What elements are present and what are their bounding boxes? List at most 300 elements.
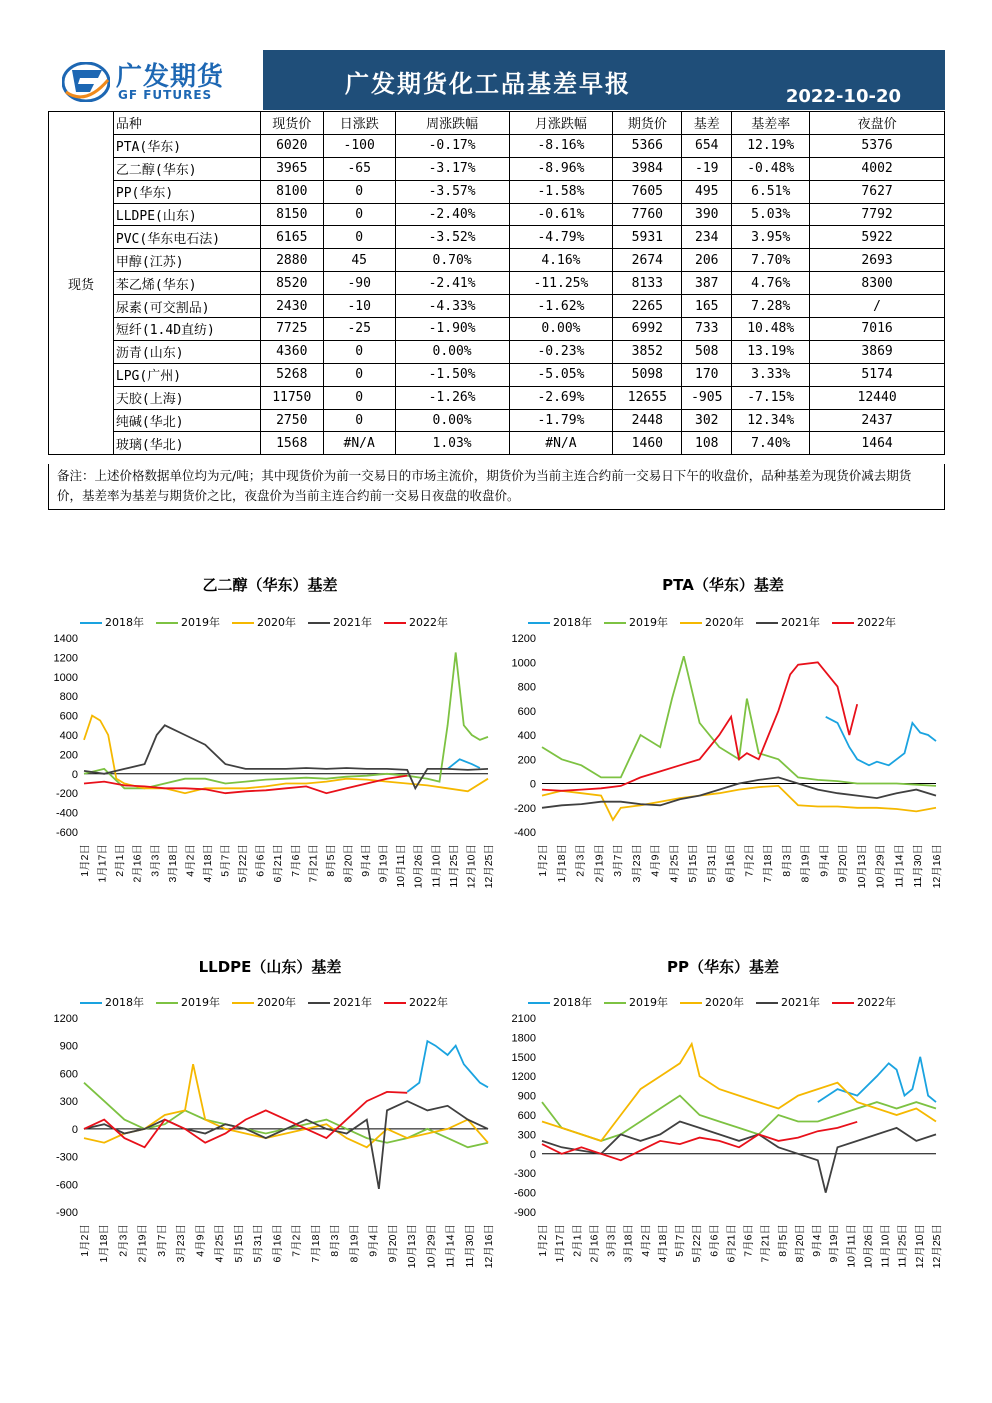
x-tick-label: 9月4日 (367, 1224, 380, 1257)
table-row (49, 409, 945, 432)
product-name-cell: 纯碱(华北) (113, 409, 260, 432)
legend-item (80, 994, 144, 1010)
legend-swatch (232, 1002, 254, 1004)
value-cell: #N/A (323, 432, 395, 455)
x-tick-label: 12月16日 (931, 844, 943, 889)
value-cell: 4002 (810, 157, 945, 180)
legend-swatch (156, 622, 178, 624)
column-header: 日涨跌 (323, 112, 395, 135)
product-name-cell: LLDPE(山东) (113, 203, 260, 226)
value-cell: 3869 (810, 340, 945, 363)
value-cell: 2437 (810, 409, 945, 432)
x-tick-label: 11月14日 (444, 1224, 457, 1268)
value-cell: 3.95% (732, 226, 810, 249)
legend-label: 2022年 (857, 616, 896, 629)
value-cell: -8.16% (509, 134, 613, 157)
chart-pp-basis (498, 960, 948, 1300)
value-cell: -0.23% (509, 340, 613, 363)
product-name-cell: PP(华东) (113, 180, 260, 203)
value-cell: -4.33% (395, 295, 509, 318)
value-cell: 1464 (810, 432, 945, 455)
x-tick-label: 6月6日 (708, 1224, 721, 1257)
legend-label: 2019年 (629, 616, 668, 629)
legend-swatch (308, 622, 330, 624)
value-cell: 6992 (613, 318, 682, 341)
report-title: 广发期货化工品基差早报 (345, 70, 631, 98)
legend-label: 2020年 (257, 996, 296, 1009)
chart-legend (80, 994, 460, 1010)
x-tick-label: 5月7日 (219, 844, 232, 877)
y-tick-label: -300 (513, 1168, 536, 1181)
x-tick-label: 2月1日 (114, 844, 127, 877)
y-tick-label: 1200 (53, 1013, 78, 1025)
value-cell: 7.28% (732, 295, 810, 318)
x-tick-label: 3月3日 (605, 1224, 618, 1257)
y-tick-label: -300 (55, 1151, 78, 1164)
value-cell: -2.41% (395, 272, 509, 295)
value-cell: 7627 (810, 180, 945, 203)
x-tick-label: 4月9日 (194, 1224, 207, 1257)
value-cell: 13.19% (732, 340, 810, 363)
y-tick-label: 1200 (511, 1071, 536, 1084)
value-cell: 0.00% (395, 340, 509, 363)
value-cell: 7016 (810, 318, 945, 341)
legend-swatch (756, 622, 778, 624)
x-tick-label: 10月29日 (874, 844, 887, 889)
x-tick-label: 3月23日 (630, 844, 643, 883)
y-tick-label: 1800 (511, 1032, 536, 1045)
y-tick-label: 0 (71, 768, 78, 781)
chart-plot (498, 1012, 948, 1300)
table-header-row (49, 112, 945, 135)
legend-item (308, 994, 372, 1010)
value-cell: 3965 (260, 157, 323, 180)
y-tick-label: 600 (517, 705, 536, 718)
value-cell: -8.96% (509, 157, 613, 180)
legend-label: 2020年 (705, 996, 744, 1009)
value-cell: -90 (323, 272, 395, 295)
x-tick-label: 6月16日 (271, 1224, 284, 1263)
x-tick-label: 8月19日 (799, 844, 812, 883)
value-cell: 0 (323, 226, 395, 249)
series-line-2019年 (84, 1083, 488, 1148)
legend-item (384, 994, 448, 1010)
x-tick-label: 7月18日 (762, 844, 775, 883)
legend-label: 2018年 (105, 996, 144, 1009)
x-tick-label: 1月18日 (98, 1224, 111, 1263)
value-cell: 390 (682, 203, 732, 226)
value-cell: 0.00% (509, 318, 613, 341)
y-tick-label: -200 (55, 788, 78, 801)
x-tick-label: 6月21日 (725, 1224, 738, 1263)
x-tick-label: 12月10日 (913, 1224, 926, 1269)
legend-item (832, 614, 896, 630)
legend-swatch (232, 622, 254, 624)
legend-label: 2019年 (181, 616, 220, 629)
x-tick-label: 5月22日 (691, 1224, 704, 1263)
legend-item (156, 614, 220, 630)
series-line-2018年 (818, 1057, 936, 1102)
series-line-2018年 (826, 717, 936, 766)
value-cell: -2.40% (395, 203, 509, 226)
value-cell: 165 (682, 295, 732, 318)
x-tick-label: 7月6日 (742, 1224, 755, 1257)
legend-swatch (604, 1002, 626, 1004)
logo-en-text: GF FUTURES (118, 88, 213, 102)
legend-swatch (680, 1002, 702, 1004)
series-line-2019年 (542, 656, 936, 786)
value-cell: 302 (682, 409, 732, 432)
value-cell: -7.15% (732, 386, 810, 409)
value-cell: 7792 (810, 203, 945, 226)
x-tick-label: 10月13日 (855, 844, 868, 889)
value-cell: -10 (323, 295, 395, 318)
value-cell: 6020 (260, 134, 323, 157)
value-cell: 4.76% (732, 272, 810, 295)
legend-label: 2018年 (553, 616, 592, 629)
legend-swatch (832, 622, 854, 624)
table-row (49, 340, 945, 363)
y-tick-label: 600 (517, 1110, 536, 1122)
x-tick-label: 9月4日 (360, 844, 373, 877)
series-line-2020年 (84, 1064, 488, 1147)
table-row (49, 386, 945, 409)
legend-label: 2018年 (553, 996, 592, 1009)
x-tick-label: 5月31日 (705, 844, 718, 883)
value-cell: 4.16% (509, 249, 613, 272)
x-tick-label: 7月6日 (289, 844, 302, 877)
x-tick-label: 7月21日 (759, 1224, 772, 1263)
value-cell: 1568 (260, 432, 323, 455)
value-cell: 2430 (260, 295, 323, 318)
y-tick-label: 800 (517, 681, 536, 694)
product-name-cell: 尿素(可交割品) (113, 295, 260, 318)
legend-label: 2022年 (409, 996, 448, 1009)
x-tick-label: 10月26日 (412, 844, 425, 889)
column-header: 现货价 (260, 112, 323, 135)
x-tick-label: 1月18日 (555, 844, 568, 883)
chart-pta-basis (498, 570, 948, 910)
legend-item (680, 614, 744, 630)
legend-swatch (156, 1002, 178, 1004)
value-cell: 0 (323, 203, 395, 226)
chart-lldpe-basis (40, 960, 500, 1300)
value-cell: 1.03% (395, 432, 509, 455)
chart-title: PP（华东）基差 (667, 958, 779, 976)
column-header: 夜盘价 (810, 112, 945, 135)
x-tick-label: 3月18日 (166, 844, 179, 883)
value-cell: 7760 (613, 203, 682, 226)
value-cell: 7.40% (732, 432, 810, 455)
x-tick-label: 10月29日 (425, 1224, 438, 1269)
legend-label: 2018年 (105, 616, 144, 629)
y-tick-label: 300 (517, 1129, 536, 1142)
value-cell: 8100 (260, 180, 323, 203)
series-line-2021年 (542, 1122, 936, 1193)
product-name-cell: 沥青(山东) (113, 340, 260, 363)
x-tick-label: 1月2日 (537, 844, 549, 877)
value-cell: 5268 (260, 363, 323, 386)
value-cell: -1.26% (395, 386, 509, 409)
legend-item (156, 994, 220, 1010)
y-tick-label: 600 (59, 1068, 78, 1081)
x-tick-label: 9月19日 (377, 844, 390, 883)
y-tick-label: 1500 (511, 1051, 536, 1064)
legend-swatch (384, 1002, 406, 1004)
value-cell: 12.19% (732, 134, 810, 157)
chart-meg-basis (40, 570, 500, 910)
value-cell: -1.50% (395, 363, 509, 386)
table-row (49, 432, 945, 455)
x-tick-label: 10月13日 (406, 1224, 419, 1269)
x-tick-label: 2月16日 (131, 844, 144, 883)
value-cell: 2674 (613, 249, 682, 272)
x-tick-label: 11月14日 (893, 844, 906, 888)
y-tick-label: 400 (59, 730, 78, 742)
table-row (49, 295, 945, 318)
table-row (49, 272, 945, 295)
series-line-2019年 (84, 653, 488, 789)
x-tick-label: 1月17日 (96, 844, 109, 883)
value-cell: 387 (682, 272, 732, 295)
product-name-cell: PTA(华东) (113, 134, 260, 157)
x-tick-label: 2月16日 (588, 1224, 601, 1263)
x-tick-label: 5月22日 (237, 844, 250, 883)
y-tick-label: -400 (513, 827, 536, 839)
value-cell: 5.03% (732, 203, 810, 226)
legend-item (832, 994, 896, 1010)
value-cell: 12655 (613, 386, 682, 409)
legend-swatch (528, 1002, 550, 1004)
legend-label: 2021年 (333, 996, 372, 1009)
y-tick-label: 2100 (511, 1013, 536, 1025)
value-cell: 0 (323, 180, 395, 203)
product-name-cell: PVC(华东电石法) (113, 226, 260, 249)
x-tick-label: 7月2日 (743, 844, 756, 877)
value-cell: 10.48% (732, 318, 810, 341)
x-tick-label: 3月23日 (175, 1224, 188, 1263)
legend-swatch (80, 1002, 102, 1004)
value-cell: -0.61% (509, 203, 613, 226)
x-tick-label: 7月2日 (290, 1224, 303, 1257)
legend-item (528, 614, 592, 630)
x-tick-label: 11月10日 (879, 1224, 892, 1268)
column-header: 品种 (113, 112, 260, 135)
legend-label: 2021年 (781, 996, 820, 1009)
x-tick-label: 5月7日 (674, 1224, 687, 1257)
value-cell: 5931 (613, 226, 682, 249)
legend-item (232, 994, 296, 1010)
x-tick-label: 5月15日 (232, 1224, 245, 1263)
legend-label: 2021年 (781, 616, 820, 629)
value-cell: 206 (682, 249, 732, 272)
value-cell: -3.57% (395, 180, 509, 203)
x-tick-label: 3月7日 (612, 844, 625, 877)
y-tick-label: 900 (59, 1040, 78, 1053)
value-cell: -4.79% (509, 226, 613, 249)
x-tick-label: 4月25日 (668, 844, 681, 883)
x-tick-label: 10月11日 (395, 844, 408, 888)
value-cell: -2.69% (509, 386, 613, 409)
x-tick-label: 11月10日 (430, 844, 443, 888)
value-cell: 2750 (260, 409, 323, 432)
x-tick-label: 2月19日 (593, 844, 606, 883)
y-tick-label: 900 (517, 1090, 536, 1103)
value-cell: 654 (682, 134, 732, 157)
x-tick-label: 6月6日 (254, 844, 267, 877)
legend-swatch (384, 622, 406, 624)
value-cell: -1.58% (509, 180, 613, 203)
value-cell: 7.70% (732, 249, 810, 272)
table-row (49, 180, 945, 203)
x-tick-label: 6月16日 (724, 844, 737, 883)
x-tick-label: 8月20日 (342, 844, 355, 883)
value-cell: 8150 (260, 203, 323, 226)
value-cell: 5376 (810, 134, 945, 157)
y-tick-label: -900 (513, 1207, 536, 1219)
x-tick-label: 1月2日 (537, 1224, 549, 1257)
y-tick-label: 0 (529, 1148, 536, 1161)
x-tick-label: 3月18日 (622, 1224, 635, 1263)
series-line-2021年 (84, 1101, 488, 1189)
product-name-cell: 玻璃(华北) (113, 432, 260, 455)
value-cell: 12.34% (732, 409, 810, 432)
x-tick-label: 11月30日 (912, 844, 925, 888)
legend-item (756, 614, 820, 630)
title-bar (263, 50, 945, 110)
series-line-2018年 (407, 1041, 488, 1092)
chart-legend (528, 614, 908, 630)
legend-label: 2021年 (333, 616, 372, 629)
x-tick-label: 2月3日 (574, 844, 587, 877)
x-tick-label: 9月4日 (818, 844, 831, 877)
value-cell: -905 (682, 386, 732, 409)
value-cell: 7605 (613, 180, 682, 203)
column-header: 期货价 (613, 112, 682, 135)
y-tick-label: -200 (513, 802, 536, 815)
x-tick-label: 5月31日 (252, 1224, 265, 1263)
legend-swatch (528, 622, 550, 624)
value-cell: 45 (323, 249, 395, 272)
y-tick-label: -600 (55, 1179, 78, 1192)
x-tick-label: 6月21日 (272, 844, 285, 883)
value-cell: 5366 (613, 134, 682, 157)
value-cell: 5098 (613, 363, 682, 386)
legend-item (232, 614, 296, 630)
legend-label: 2020年 (705, 616, 744, 629)
column-header: 基差率 (732, 112, 810, 135)
x-tick-label: 8月3日 (329, 1224, 342, 1257)
value-cell: 7725 (260, 318, 323, 341)
table-note: 备注：上述价格数据单位均为元/吨；其中现货价为前一交易日的市场主流价，期货价为当前主连合约前一交易日下午的收盘价，品种基差为现货价减去期货价，基差率为基差与期货价之比，夜盘价为当前主连合约前一交易日夜盘的收盘价。 (48, 464, 945, 510)
value-cell: -5.05% (509, 363, 613, 386)
value-cell: 2265 (613, 295, 682, 318)
y-tick-label: 1000 (511, 657, 536, 670)
y-tick-label: 1400 (53, 633, 78, 645)
value-cell: 495 (682, 180, 732, 203)
x-tick-label: 4月25日 (213, 1224, 226, 1263)
y-tick-label: 400 (517, 730, 536, 742)
product-name-cell: 甲醇(江苏) (113, 249, 260, 272)
x-tick-label: 9月20日 (837, 844, 850, 883)
series-line-2020年 (542, 786, 936, 820)
value-cell: 8300 (810, 272, 945, 295)
series-line-2020年 (84, 716, 488, 794)
legend-item (308, 614, 372, 630)
legend-item (80, 614, 144, 630)
x-tick-label: 4月18日 (656, 1224, 669, 1263)
y-tick-label: 800 (59, 691, 78, 704)
value-cell: #N/A (509, 432, 613, 455)
x-tick-label: 1月2日 (79, 1224, 91, 1257)
legend-label: 2022年 (409, 616, 448, 629)
value-cell: 3984 (613, 157, 682, 180)
legend-label: 2020年 (257, 616, 296, 629)
x-tick-label: 1月2日 (79, 844, 91, 877)
value-cell: 4360 (260, 340, 323, 363)
value-cell: 0.70% (395, 249, 509, 272)
value-cell: -1.90% (395, 318, 509, 341)
product-name-cell: LPG(广州) (113, 363, 260, 386)
value-cell: -3.52% (395, 226, 509, 249)
x-tick-label: 4月2日 (639, 1224, 652, 1257)
table-row (49, 157, 945, 180)
x-tick-label: 8月5日 (776, 1224, 789, 1257)
legend-label: 2019年 (629, 996, 668, 1009)
table-row (49, 249, 945, 272)
gf-logo-icon (62, 62, 110, 102)
value-cell: 11750 (260, 386, 323, 409)
table-row (49, 226, 945, 249)
y-tick-label: -600 (513, 1187, 536, 1200)
x-tick-label: 3月3日 (149, 844, 162, 877)
chart-plot (40, 1012, 500, 1300)
x-tick-label: 9月4日 (811, 1224, 824, 1257)
value-cell: 3852 (613, 340, 682, 363)
legend-item (528, 994, 592, 1010)
chart-title: LLDPE（山东）基差 (198, 958, 342, 976)
value-cell: 0 (323, 386, 395, 409)
y-tick-label: 0 (529, 778, 536, 791)
table-row (49, 363, 945, 386)
series-line-2021年 (542, 777, 936, 807)
x-tick-label: 7月21日 (307, 844, 320, 883)
value-cell: 0 (323, 409, 395, 432)
value-cell: -25 (323, 318, 395, 341)
x-tick-label: 12月25日 (483, 844, 495, 889)
x-tick-label: 1月17日 (554, 1224, 567, 1263)
x-tick-label: 12月10日 (465, 844, 478, 889)
value-cell: 234 (682, 226, 732, 249)
x-tick-label: 8月20日 (793, 1224, 806, 1263)
value-cell: 170 (682, 363, 732, 386)
legend-swatch (680, 622, 702, 624)
value-cell: 2693 (810, 249, 945, 272)
value-cell: 508 (682, 340, 732, 363)
product-name-cell: 天胶(上海) (113, 386, 260, 409)
x-tick-label: 3月7日 (155, 1224, 168, 1257)
value-cell: 1460 (613, 432, 682, 455)
series-line-2020年 (542, 1044, 936, 1141)
y-tick-label: -600 (55, 827, 78, 839)
report-header (48, 50, 945, 110)
value-cell: 5174 (810, 363, 945, 386)
value-cell: -1.62% (509, 295, 613, 318)
x-tick-label: 4月18日 (201, 844, 214, 883)
value-cell: 0 (323, 340, 395, 363)
table-row (49, 203, 945, 226)
value-cell: 8520 (260, 272, 323, 295)
